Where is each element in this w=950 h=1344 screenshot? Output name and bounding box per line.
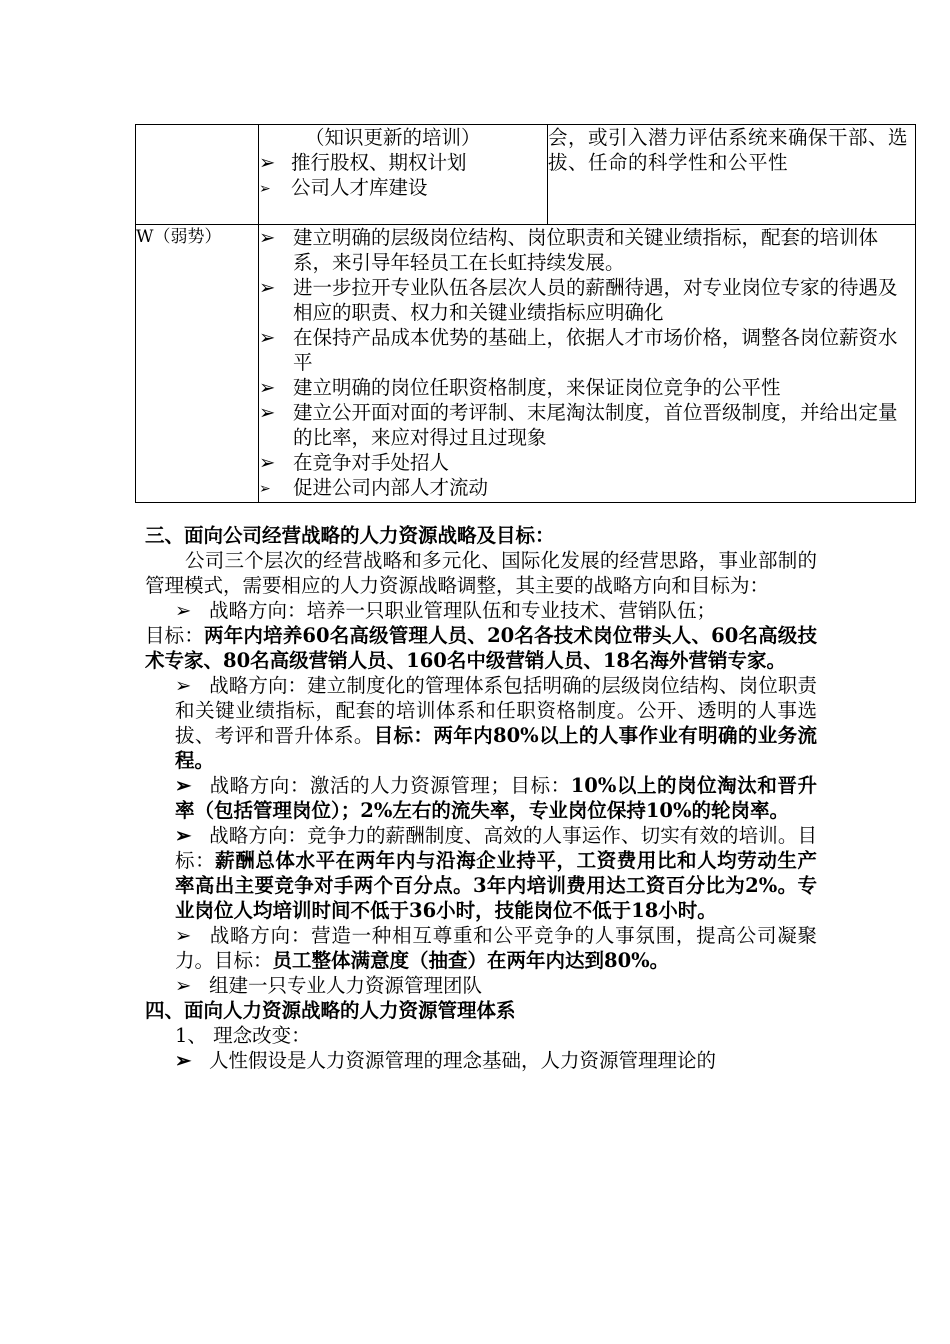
- bullet-arrow-icon: ➢: [259, 276, 276, 299]
- list-item: ➢ 在保持产品成本优势的基础上，依据人才市场价格，调整各岗位薪资水平: [259, 326, 898, 374]
- bullet-arrow-icon: ➢: [175, 774, 192, 797]
- bullet-arrow-icon: ➢: [175, 974, 192, 997]
- paragraph: 公司三个层次的经营战略和多元化、国际化发展的经营思路，事业部制的管理模式，需要相应的人力资源战略调整，其主要的战略方向和目标为：: [145, 549, 817, 597]
- bullet-arrow-icon: ➢: [175, 824, 192, 847]
- table-cell-category: [136, 125, 259, 225]
- strategy-point: ➢ 战略方向：营造一种相互尊重和公平竞争的人事氛围，提高公司凝聚力。目标：员工整体满意度（抽查）在两年内达到80%。: [175, 924, 817, 972]
- strategy-point: ➢ 组建一只专业人力资源管理团队: [175, 974, 483, 997]
- document-body: [145, 523, 817, 1073]
- bullet-arrow-icon: ➢: [259, 181, 271, 197]
- bullet-arrow-icon: ➢: [259, 401, 276, 424]
- table-row: [136, 125, 916, 225]
- bullet-arrow-icon: ➢: [259, 151, 276, 174]
- strategy-goal: 目标：两年内培养60名高级管理人员、20名各技术岗位带头人、60名高级技术专家、80名高级营销人员、160名中级营销人员、18名海外营销专家。: [145, 624, 817, 672]
- swot-table: [135, 124, 916, 503]
- list-item: （知识更新的培训）: [305, 126, 481, 149]
- bullet-arrow-icon: ➢: [175, 674, 192, 697]
- list-item: ➢ 促进公司内部人才流动: [259, 475, 915, 502]
- bullet-arrow-icon: ➢: [175, 1049, 192, 1072]
- list-item: ➢ 进一步拉开专业队伍各层次人员的薪酬待遇，对专业岗位专家的待遇及相应的职责、权力和关键业绩指标应明确化: [259, 276, 898, 324]
- table-cell-weakness-measures: [259, 225, 916, 503]
- bullet-arrow-icon: ➢: [259, 376, 276, 399]
- list-item: ➢ 推行股权、期权计划: [259, 151, 467, 174]
- table-cell-measures: [259, 125, 548, 225]
- section-heading: 四、面向人力资源战略的人力资源管理体系: [145, 999, 516, 1022]
- list-item: ➢ 建立明确的岗位任职资格制度，来保证岗位竞争的公平性: [259, 376, 781, 399]
- table-cell-notes: 会，或引入潜力评估系统来确保干部、选拔、任命的科学性和公平性: [548, 125, 916, 225]
- subsection-heading: 1、 理念改变：: [175, 1024, 311, 1047]
- bullet-arrow-icon: ➢: [259, 481, 271, 497]
- strategy-point: ➢ 战略方向：竞争力的薪酬制度、高效的人事运作、切实有效的培训。目标：薪酬总体水平在两年内与沿海企业持平，工资费用比和人均劳动生产率高出主要竞争对手两个百分点。3年内培训费用达工资百分比为2%。专业岗位人均培训时间不低于36小时，技能岗位不低于18小时。: [175, 824, 817, 922]
- list-item: ➢ 在竞争对手处招人: [259, 451, 450, 474]
- concept-point: ➢ 人性假设是人力资源管理的理念基础，人力资源管理理论的: [175, 1049, 717, 1072]
- bullet-arrow-icon: ➢: [259, 226, 276, 249]
- section-heading: 三、面向公司经营战略的人力资源战略及目标：: [145, 524, 555, 547]
- bullet-arrow-icon: ➢: [259, 451, 276, 474]
- list-item: ➢ 公司人才库建设: [259, 175, 547, 202]
- list-item: ➢ 建立明确的层级岗位结构、岗位职责和关键业绩指标，配套的培训体系，来引导年轻员工在长虹持续发展。: [259, 226, 879, 274]
- strategy-point: ➢ 战略方向：建立制度化的管理体系包括明确的层级岗位结构、岗位职责和关键业绩指标，配套的培训体系和任职资格制度。公开、透明的人事选拔、考评和晋升体系。目标：两年内80%以上的人事作业有明确的业务流程。: [175, 674, 817, 772]
- bullet-arrow-icon: ➢: [259, 326, 276, 349]
- strategy-point: ➢ 战略方向：激活的人力资源管理；目标：10%以上的岗位淘汰和晋升率（包括管理岗位）；2%左右的流失率，专业岗位保持10%的轮岗率。: [175, 774, 817, 822]
- strategy-point: ➢ 战略方向：培养一只职业管理队伍和专业技术、营销队伍；: [175, 599, 717, 622]
- table-row: [136, 225, 916, 503]
- list-item: ➢ 建立公开面对面的考评制、末尾淘汰制度，首位晋级制度，并给出定量的比率，来应对得过且过现象: [259, 401, 898, 449]
- bullet-arrow-icon: ➢: [175, 599, 192, 622]
- bullet-arrow-icon: ➢: [175, 924, 192, 947]
- table-cell-category: W（弱势）: [136, 225, 259, 503]
